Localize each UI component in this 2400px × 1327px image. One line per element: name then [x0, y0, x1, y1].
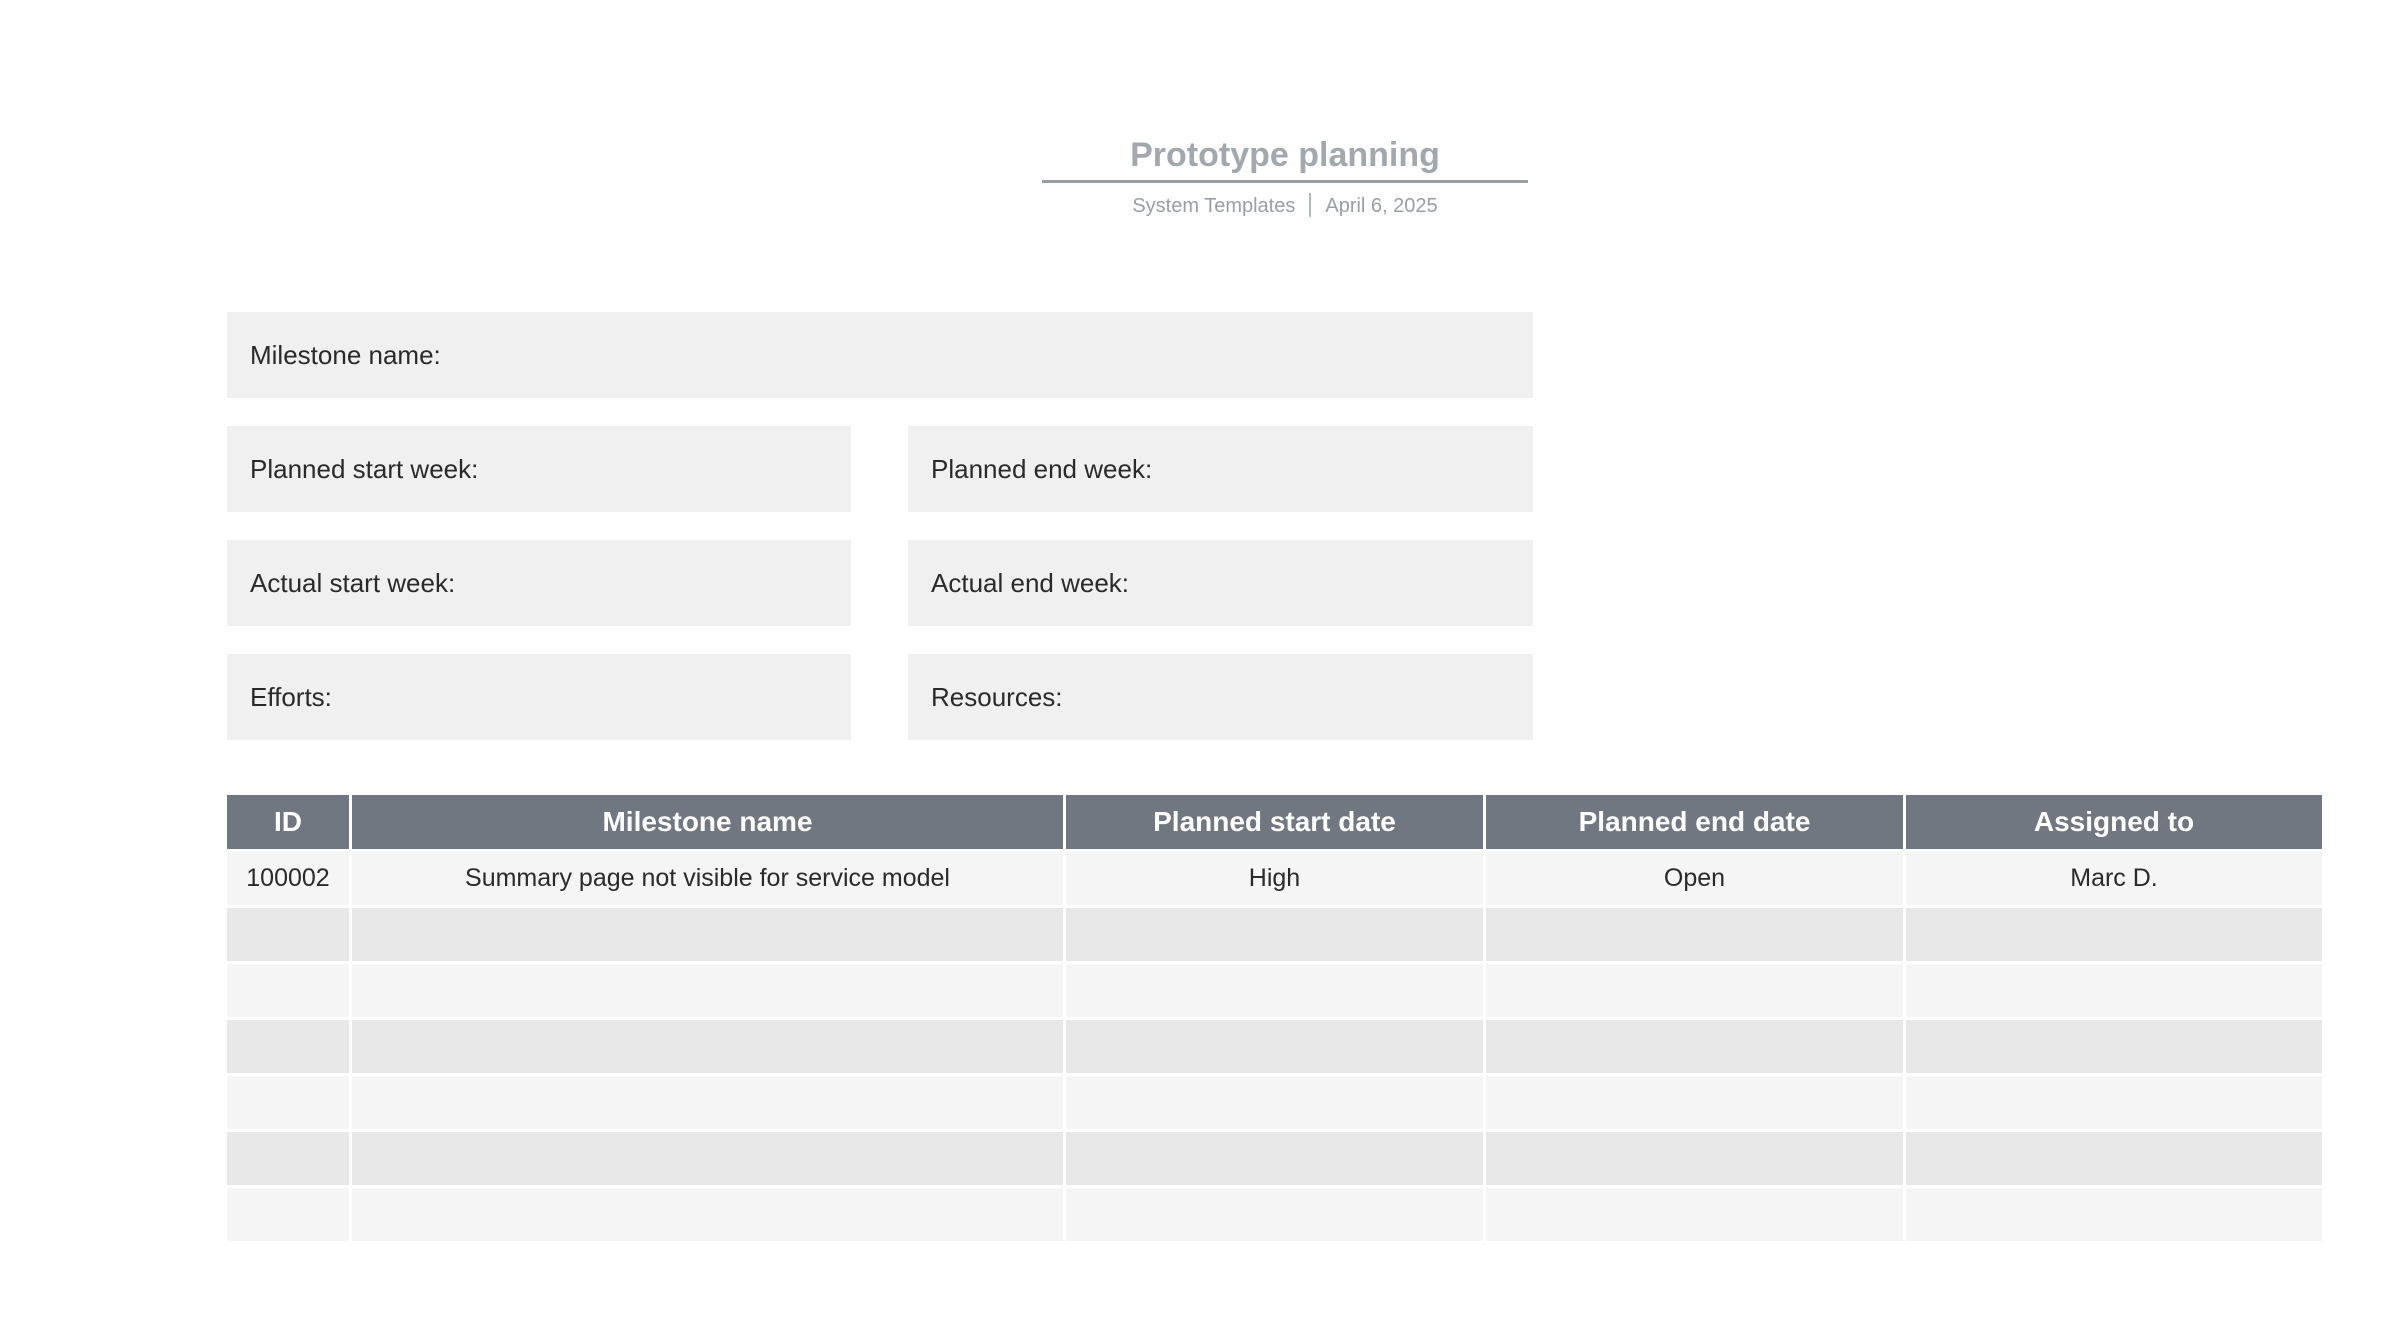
cell-planned-end-date[interactable]	[1486, 1132, 1903, 1185]
cell-milestone-name[interactable]	[352, 1076, 1063, 1129]
efforts-label: Efforts:	[250, 681, 332, 712]
cell-assigned-to[interactable]	[1906, 1188, 2322, 1241]
cell-planned-start-date[interactable]	[1066, 1076, 1483, 1129]
column-header-id: ID	[227, 795, 349, 849]
resources-field[interactable]	[908, 654, 1533, 740]
resources-label: Resources:	[931, 681, 1063, 712]
cell-planned-end-date[interactable]	[1486, 1188, 1903, 1241]
cell-planned-end-date[interactable]	[1486, 1076, 1903, 1129]
source-label: System Templates	[1132, 195, 1296, 217]
column-header-assigned-to: Assigned to	[1906, 795, 2322, 849]
cell-id[interactable]	[227, 908, 349, 961]
cell-assigned-to[interactable]	[1906, 1132, 2322, 1185]
table-row	[227, 964, 2322, 1017]
table-row	[227, 1076, 2322, 1129]
cell-id[interactable]	[227, 1132, 349, 1185]
cell-milestone-name[interactable]: Summary page not visible for service model	[352, 852, 1063, 905]
cell-milestone-name[interactable]	[352, 1132, 1063, 1185]
milestones-table-container	[227, 795, 2325, 1241]
cell-planned-end-date[interactable]: Open	[1486, 852, 1903, 905]
actual-end-week-field[interactable]	[908, 540, 1533, 626]
planned-end-week-field[interactable]	[908, 426, 1533, 512]
column-header-planned-end-date: Planned end date	[1486, 795, 1903, 849]
cell-planned-start-date[interactable]	[1066, 1132, 1483, 1185]
cell-milestone-name[interactable]	[352, 1188, 1063, 1241]
milestone-name-label: Milestone name:	[250, 339, 441, 370]
page-title: Prototype planning	[1042, 130, 1528, 183]
cell-planned-start-date[interactable]	[1066, 908, 1483, 961]
actual-start-week-field[interactable]	[227, 540, 851, 626]
cell-planned-start-date[interactable]	[1066, 1188, 1483, 1241]
cell-assigned-to[interactable]	[1906, 908, 2322, 961]
cell-planned-end-date[interactable]	[1486, 1020, 1903, 1073]
cell-planned-start-date[interactable]: High	[1066, 852, 1483, 905]
subtitle-divider	[1309, 193, 1311, 217]
cell-milestone-name[interactable]	[352, 964, 1063, 1017]
table-row	[227, 1020, 2322, 1073]
actual-end-week-label: Actual end week:	[931, 567, 1130, 598]
milestone-name-field[interactable]	[227, 312, 1533, 398]
table-header-row	[227, 795, 2322, 849]
planned-end-week-label: Planned end week:	[931, 453, 1153, 484]
cell-id[interactable]	[227, 964, 349, 1017]
table-row	[227, 852, 2322, 905]
cell-planned-start-date[interactable]	[1066, 964, 1483, 1017]
cell-assigned-to[interactable]	[1906, 964, 2322, 1017]
planned-start-week-label: Planned start week:	[250, 453, 479, 484]
cell-assigned-to[interactable]	[1906, 1076, 2322, 1129]
cell-planned-end-date[interactable]	[1486, 964, 1903, 1017]
milestones-table	[224, 792, 2325, 1244]
column-header-milestone-name: Milestone name	[352, 795, 1063, 849]
cell-id[interactable]	[227, 1020, 349, 1073]
efforts-field[interactable]	[227, 654, 851, 740]
cell-id[interactable]: 100002	[227, 852, 349, 905]
planned-start-week-field[interactable]	[227, 426, 851, 512]
actual-start-week-label: Actual start week:	[250, 567, 456, 598]
cell-milestone-name[interactable]	[352, 1020, 1063, 1073]
cell-assigned-to[interactable]	[1906, 1020, 2322, 1073]
cell-planned-end-date[interactable]	[1486, 908, 1903, 961]
cell-id[interactable]	[227, 1188, 349, 1241]
cell-milestone-name[interactable]	[352, 908, 1063, 961]
cell-assigned-to[interactable]: Marc D.	[1906, 852, 2322, 905]
page-subtitle	[1042, 192, 1528, 220]
column-header-planned-start-date: Planned start date	[1066, 795, 1483, 849]
table-row	[227, 1132, 2322, 1185]
table-row	[227, 1188, 2322, 1241]
cell-id[interactable]	[227, 1076, 349, 1129]
document-header	[1042, 130, 1528, 220]
date-label: April 6, 2025	[1325, 195, 1438, 217]
cell-planned-start-date[interactable]	[1066, 1020, 1483, 1073]
table-row	[227, 908, 2322, 961]
